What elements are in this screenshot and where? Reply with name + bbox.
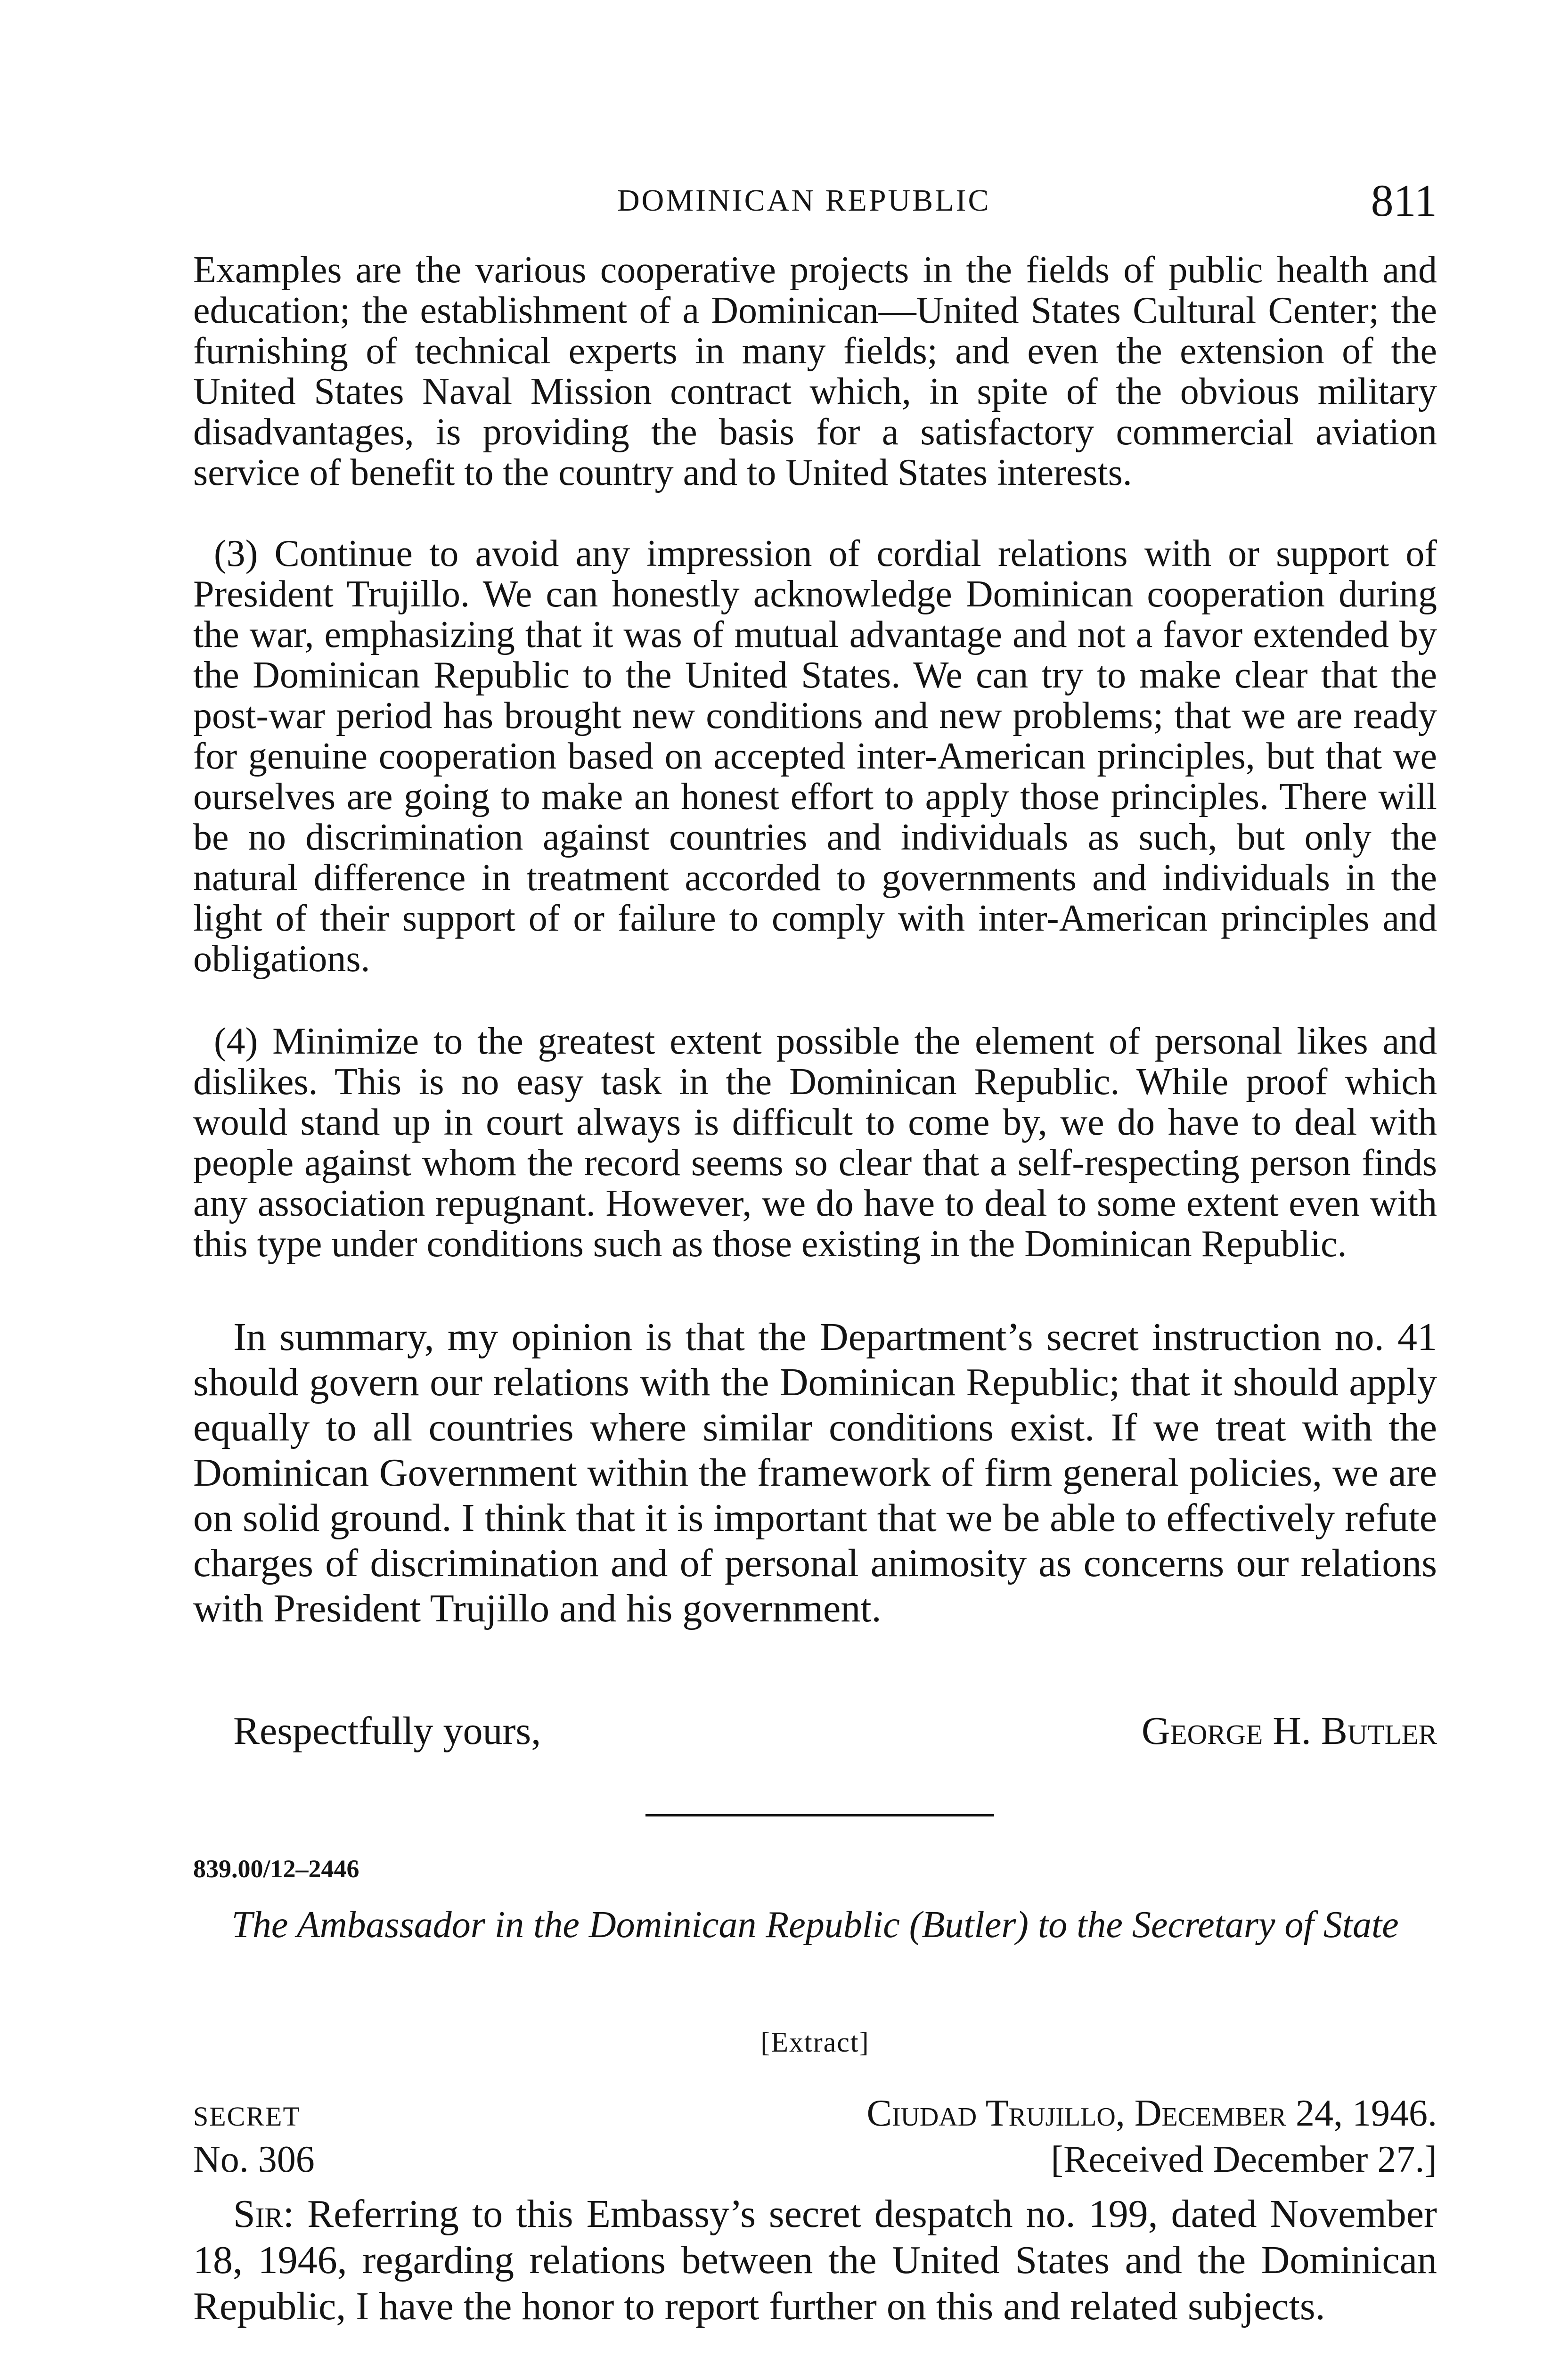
- place-date: Ciudad Trujillo, December 24, 1946.: [866, 2093, 1437, 2134]
- signature: George H. Butler: [1141, 1709, 1437, 1753]
- letter-closing: [193, 1708, 1437, 1755]
- page-number: 811: [1371, 175, 1437, 226]
- extract-label: [Extract]: [760, 2027, 870, 2058]
- paragraph-point-4: (4) Minimize to the greatest extent possible the element of personal likes and dislikes. This is no easy task in the Dominican Republic. While proof which would stand up in court always is difficult to come by, we do have to deal with people against whom the record seems so clear that a self-respecting person finds any association repugnant. However, we do have to deal to some extent even with this type under conditions such as those existing in the Dominican Republic.: [193, 1021, 1437, 1265]
- document-heading: The Ambassador in the Dominican Republic (Butler) to the Secretary of State: [231, 1904, 1399, 1946]
- running-head-title: DOMINICAN REPUBLIC: [617, 183, 991, 218]
- paragraph-summary: In summary, my opinion is that the Department’s secret instruction no. 41 should govern our relations with the Dominican Republic; that it should apply equally to all countries where similar conditions exist. If we treat with the Dominican Government within the framework of firm general policies, we are on solid ground. I think that it is important that we be able to effectively refute charges of discrimination and of personal animosity as concerns our relations with President Trujillo and his government.: [193, 1315, 1437, 1630]
- despatch-number: No. 306: [193, 2139, 315, 2180]
- received-date: [Received December 27.]: [1051, 2139, 1437, 2180]
- metadata-row-1: [193, 2092, 1437, 2137]
- file-number: 839.00/12–2446: [193, 1855, 359, 1883]
- valediction: Respectfully yours,: [233, 1709, 541, 1753]
- section-divider: [645, 1814, 994, 1816]
- paragraph-examples: Examples are the various cooperative projects in the fields of public health and education; the establishment of a Dominican—United States Cultural Center; the furnishing of technical experts in many fields; and even the extension of the United States Naval Mission contract which, in spite of the obvious military disadvantages, is providing the basis for a satisfactory commercial aviation service of benefit to the country and to United States interests.: [193, 249, 1437, 493]
- metadata-row-2: [193, 2138, 1437, 2184]
- despatch-body-text: Referring to this Embassy’s secret despatch no. 199, dated November 18, 1946, regarding relations between the United States and the Dominican Republic, I have the honor to report further on this and related subjects.: [193, 2192, 1437, 2328]
- paragraph-point-3: (3) Continue to avoid any impression of cordial relations with or support of President Trujillo. We can honestly acknowledge Dominican cooperation during the war, emphasizing that it was of mutual advantage and not a favor extended by the Dominican Republic to the United States. We can try to make clear that the post-war period has brought new conditions and new problems; that we are ready for genuine cooperation based on accepted inter-American principles, but that we ourselves are going to make an honest effort to apply those principles. There will be no discrimination against countries and individuals as such, but only the natural difference in treatment accorded to governments and individuals in the light of their support of or failure to comply with inter-American principles and obligations.: [193, 533, 1437, 980]
- paragraph-despatch-body: [193, 2191, 1437, 2330]
- classification-label: SECRET: [193, 2101, 301, 2132]
- salutation: Sir:: [233, 2192, 294, 2236]
- running-head: [193, 174, 1437, 226]
